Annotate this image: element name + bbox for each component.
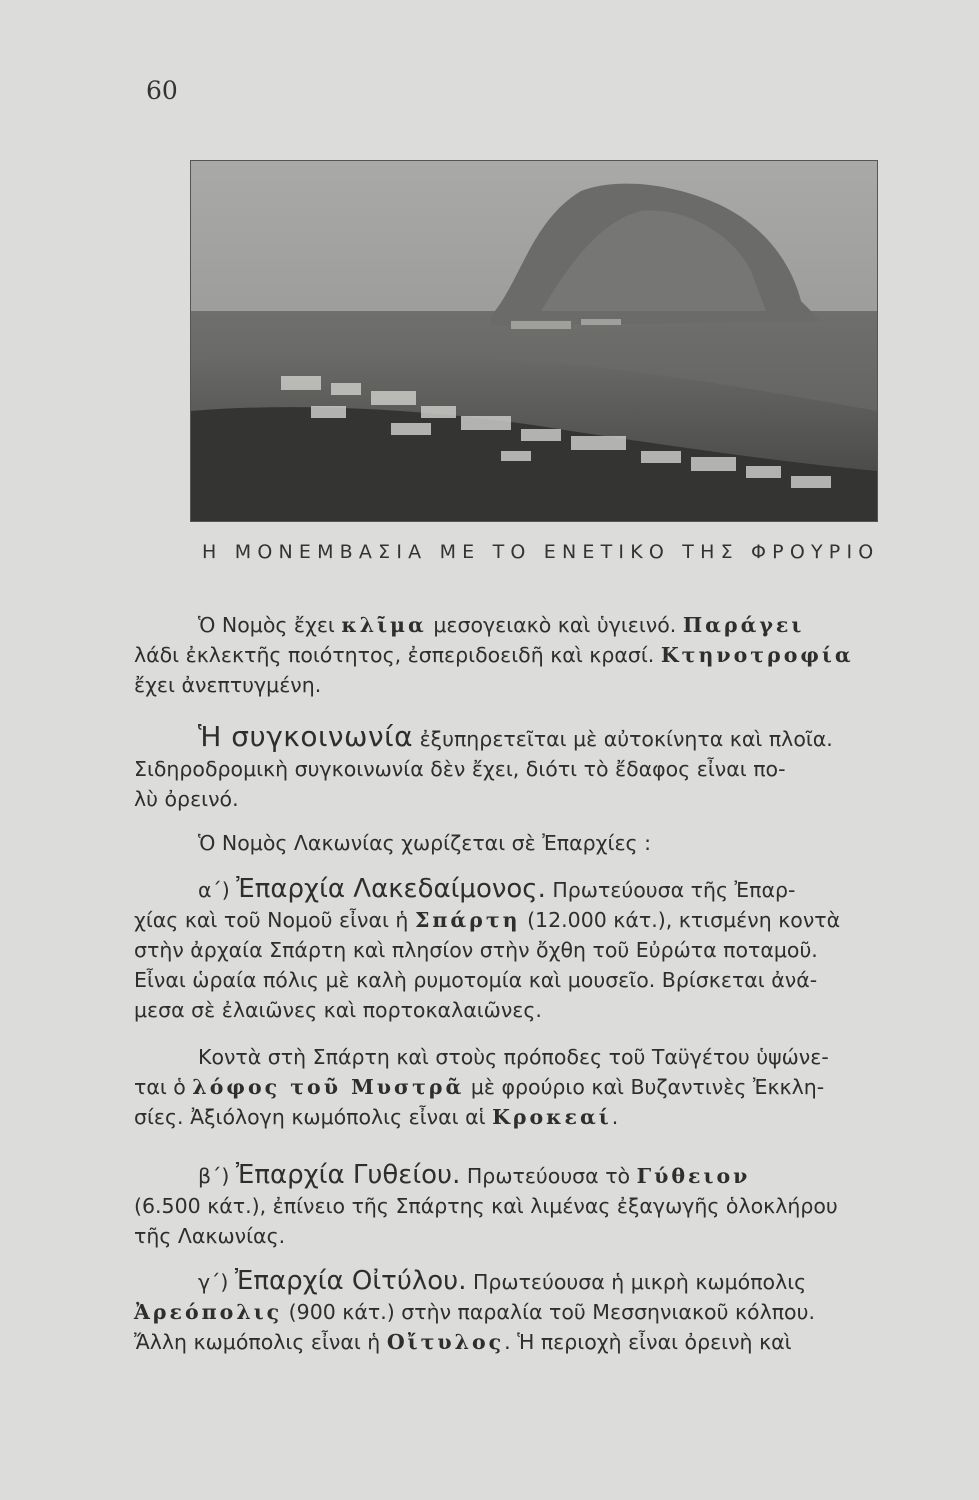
- heading-lakedaimon: Ἐπαρχία Λακεδαίμονος.: [236, 874, 546, 904]
- emphasis-areopolis: Ἀρεόπολις: [134, 1300, 283, 1324]
- text-run: Κοντὰ στὴ Σπάρτη καὶ στοὺς πρόποδες τοῦ Ταϋγέτου ὑψώνε-: [198, 1045, 829, 1069]
- text-run: Σιδηροδρομικὴ συγκοινωνία δὲν ἔχει, διότι τὸ ἔδαφος εἶναι πο-: [134, 757, 786, 781]
- text-run: Ἄλλη κωμόπολις εἶναι ἡ: [134, 1330, 387, 1354]
- line: [134, 722, 929, 754]
- line: [134, 1191, 929, 1221]
- paragraph-gytheio: [134, 1160, 929, 1251]
- line: [134, 905, 929, 935]
- text-run: Πρωτεύουσα ἡ μικρὴ κωμόπολις: [466, 1270, 807, 1294]
- text-run: ται ὁ: [134, 1075, 193, 1099]
- paragraph-lakedaimon: [134, 874, 929, 1025]
- line: [134, 828, 929, 858]
- emphasis-livestock: Κτηνοτροφία: [660, 643, 854, 667]
- text-run: (900 κάτ.) στὴν παραλία τοῦ Μεσσηνιακοῦ κόλπου.: [282, 1300, 815, 1324]
- emphasis-sparti: Σπάρτη: [414, 908, 521, 932]
- text-run: σίες. Ἀξιόλογη κωμόπολις εἶναι αἱ: [134, 1105, 493, 1129]
- text-run: μεσογειακὸ καὶ ὑγιεινό.: [426, 613, 683, 637]
- text-run: Ὁ Νομὸς Λακωνίας χωρίζεται σὲ Ἐπαρχίες :: [198, 831, 651, 855]
- line: [134, 1102, 929, 1132]
- monemvasia-photo: [190, 160, 878, 522]
- text-run: ἐξυπηρετεῖται μὲ αὐτοκίνητα καὶ πλοῖα.: [413, 727, 833, 751]
- heading-transport: Ἡ συγκοινωνία: [198, 720, 414, 753]
- text-run: γ΄): [198, 1270, 235, 1294]
- text-run: στὴν ἀρχαία Σπάρτη καὶ πλησίον στὴν ὄχθη τοῦ Εὐρώτα ποταμοῦ.: [134, 938, 818, 962]
- text-run: λὺ ὀρεινό.: [134, 787, 239, 811]
- line: [134, 995, 929, 1025]
- text-run: .: [611, 1105, 619, 1129]
- text-run: . Ἡ περιοχὴ εἶναι ὀρεινὴ καὶ: [504, 1330, 792, 1354]
- line: [134, 1297, 929, 1327]
- paragraph-transport: [134, 722, 929, 814]
- text-run: α΄): [198, 878, 237, 902]
- emphasis-climate: κλῖμα: [341, 613, 427, 637]
- line: [134, 874, 929, 905]
- line: [134, 1266, 929, 1297]
- paragraph-oitylo: [134, 1266, 929, 1357]
- text-run: τῆς Λακωνίας.: [134, 1224, 286, 1248]
- line: [134, 1221, 929, 1251]
- paragraph-provinces: [134, 828, 929, 858]
- text-run: (12.000 κάτ.), κτισμένη κοντὰ: [520, 908, 841, 932]
- line: [134, 1042, 929, 1072]
- text-run: μὲ φρούριο καὶ Βυζαντινὲς Ἐκκλη-: [464, 1075, 825, 1099]
- line: [134, 1327, 929, 1357]
- line: [134, 1160, 929, 1191]
- emphasis-gytheion: Γύθειον: [636, 1164, 751, 1188]
- line: [134, 670, 929, 700]
- text-run: ἔχει ἀνεπτυγμένη.: [134, 673, 322, 697]
- text-run: χίας καὶ τοῦ Νομοῦ εἶναι ἡ: [134, 908, 415, 932]
- paragraph-climate: [134, 610, 929, 700]
- text-run: Πρωτεύουσα τῆς Ἐπαρ-: [545, 878, 796, 902]
- photo-caption: Η ΜΟΝΕΜΒΑΣΙΑ ΜΕ ΤΟ ΕΝΕΤΙΚΟ ΤΗΣ ΦΡΟΥΡΙΟ: [202, 541, 880, 563]
- line: [134, 610, 929, 640]
- emphasis-mystras: λόφος τοῦ Μυστρᾶ: [192, 1075, 465, 1099]
- line: [134, 754, 929, 784]
- text-run: λάδι ἐκλεκτῆς ποιότητος, ἐσπεριδοειδῆ καὶ κρασί.: [134, 643, 661, 667]
- text-run: Ὁ Νομὸς ἔχει: [198, 613, 342, 637]
- line: [134, 935, 929, 965]
- text-run: β΄): [198, 1164, 236, 1188]
- emphasis-krokeai: Κροκεαί: [492, 1105, 612, 1129]
- heading-oitylo: Ἐπαρχία Οἰτύλου.: [234, 1266, 467, 1296]
- line: [134, 640, 929, 670]
- paragraph-mystras: [134, 1042, 929, 1132]
- text-run: μεσα σὲ ἐλαιῶνες καὶ πορτοκαλαιῶνες.: [134, 998, 542, 1022]
- line: [134, 784, 929, 814]
- text-run: Πρωτεύουσα τὸ: [460, 1164, 637, 1188]
- text-run: (6.500 κάτ.), ἐπίνειο τῆς Σπάρτης καὶ λιμένας ἐξαγωγῆς ὁλοκλήρου: [134, 1194, 838, 1218]
- text-run: Εἶναι ὡραία πόλις μὲ καλὴ ρυμοτομία καὶ μουσεῖο. Βρίσκεται ἀνά-: [134, 968, 818, 992]
- line: [134, 965, 929, 995]
- line: [134, 1072, 929, 1102]
- emphasis-produces: Παράγει: [682, 613, 805, 637]
- photo-illustration: [191, 161, 877, 521]
- emphasis-oitylos: Οἴτυλος: [386, 1330, 505, 1354]
- page-number: 60: [146, 76, 178, 105]
- heading-gytheio: Ἐπαρχία Γυθείου.: [235, 1160, 461, 1190]
